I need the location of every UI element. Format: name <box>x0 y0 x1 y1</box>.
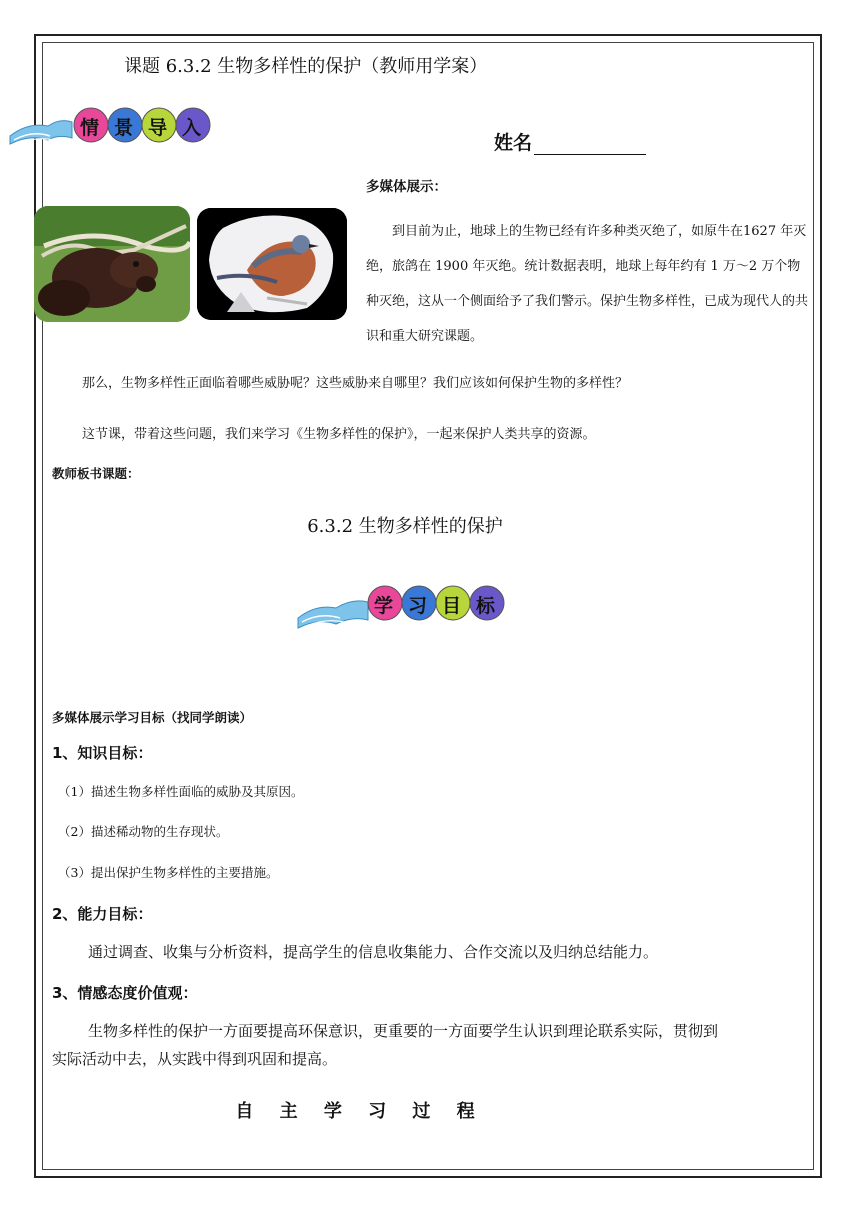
emotion-text-line-1: 生物多样性的保护一方面要提高环保意识，更重要的一方面要学生认识到理论联系实际，贯彻到 <box>88 1022 719 1040</box>
lesson-title: 课题 6.3.2 生物多样性的保护（教师用学案） <box>124 56 488 77</box>
passenger-pigeon-photo <box>197 208 347 320</box>
banner-intro-badge-1: 情 <box>72 106 110 148</box>
ability-text: 通过调查、收集与分析资料，提高学生的信息收集能力、合作交流以及归纳总结能力。 <box>88 943 659 961</box>
self-study-process-heading: 自 主 学 习 过 程 <box>235 1101 485 1122</box>
banner-intro-badge-3: 导 <box>140 106 178 148</box>
knowledge-item-3: （3）提出保护生物多样性的主要措施。 <box>58 865 279 880</box>
banner-goals-badge-2: 习 <box>400 584 438 626</box>
name-blank-line <box>534 136 646 155</box>
media-text: 到目前为止，地球上的生物已经有许多种类灭绝了，如原牛在1627 年灭绝，旅鸽在 1900 年灭绝。统计数据表明，地球上每年约有 1 万～2 万个物种灭绝，这从一个侧面给予了我们警示。保护生物多样性，已成为现代人的共识和重大研究课题。 <box>366 224 809 344</box>
knowledge-item-2: （2）描述稀动物的生存现状。 <box>58 824 229 839</box>
intro-lead: 这节课，带着这些问题，我们来学习《生物多样性的保护》，一起来保护人类共享的资源。 <box>82 427 596 442</box>
objectives-heading: 多媒体展示学习目标（找同学朗读） <box>52 710 253 725</box>
board-title: 6.3.2 生物多样性的保护 <box>307 516 503 537</box>
intro-question: 那么，生物多样性正面临着哪些威胁呢？这些威胁来自哪里？我们应该如何保护生物的多样性？ <box>82 376 629 391</box>
banner-goals-badge-3: 目 <box>434 584 472 626</box>
board-label: 教师板书课题： <box>52 466 140 481</box>
emotion-text-line-2: 实际活动中去，从实践中得到巩固和提高。 <box>52 1050 338 1068</box>
student-name-field: 姓名 <box>494 128 646 155</box>
banner-situation-intro <box>8 100 218 150</box>
banner-goals-badge-4: 标 <box>468 584 506 626</box>
banner-intro-badge-2: 景 <box>106 106 144 148</box>
banner-goals-badge-1: 学 <box>366 584 404 626</box>
media-heading: 多媒体展示： <box>366 179 447 195</box>
ability-heading: 2、能力目标： <box>52 905 153 923</box>
emotion-heading: 3、情感态度价值观： <box>52 984 198 1002</box>
banner-intro-badge-4: 入 <box>174 106 212 148</box>
knowledge-heading: 1、知识目标： <box>52 744 153 762</box>
aurochs-photo <box>34 206 190 322</box>
knowledge-item-1: （1）描述生物多样性面临的威胁及其原因。 <box>58 784 304 799</box>
banner-learning-goals <box>296 582 516 632</box>
